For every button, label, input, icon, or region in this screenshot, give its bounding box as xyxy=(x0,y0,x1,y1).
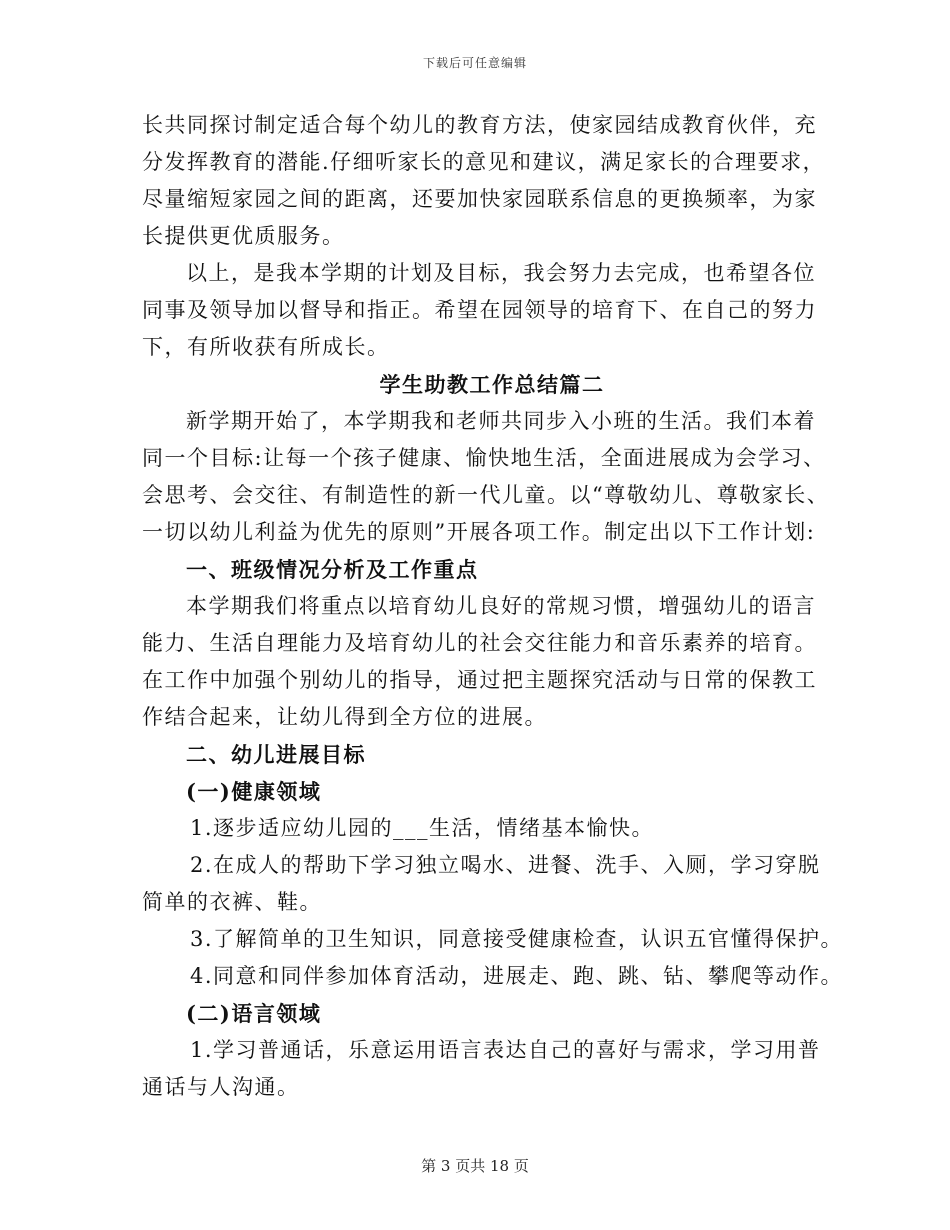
paragraph-line: 在工作中加强个别幼儿的指导，通过把主题探究活动与日常的保教工 xyxy=(142,668,817,692)
paragraph-line: 3.了解简单的卫生知识，同意接受健康检查，认识五官懂得保护。 xyxy=(190,927,844,951)
paragraph-line: 同事及领导加以督导和指正。希望在园领导的培育下、在自己的努力 xyxy=(142,298,817,322)
paragraph-line: 长共同探讨制定适合每个幼儿的教育方法，使家园结成教育伙伴，充 xyxy=(142,113,817,137)
paragraph-line: 本学期我们将重点以培育幼儿良好的常规习惯，增强幼儿的语言 xyxy=(186,594,816,618)
page-footer: 第 3 页共 18 页 xyxy=(421,1157,529,1175)
section-heading: (一)健康领域 xyxy=(186,779,322,804)
paragraph-line: 长提供更优质服务。 xyxy=(142,224,345,248)
section-title: 学生助教工作总结篇二 xyxy=(379,372,605,397)
paragraph-line: 通话与人沟通。 xyxy=(142,1075,300,1099)
paragraph-line: 尽量缩短家园之间的距离，还要加快家园联系信息的更换频率，为家 xyxy=(142,187,817,211)
paragraph-line: 会思考、会交往、有制造性的新一代儿童。以“尊敬幼儿、尊敬家长、 xyxy=(142,483,830,507)
paragraph-line: 2.在成人的帮助下学习独立喝水、进餐、洗手、入厕，学习穿脱 xyxy=(190,853,821,877)
paragraph-line: 简单的衣裤、鞋。 xyxy=(142,890,322,914)
document-body xyxy=(142,107,844,1106)
section-heading: (二)语言领域 xyxy=(186,1001,322,1026)
paragraph-line: 同一个目标:让每一个孩子健康、愉快地生活，全面进展成为会学习、 xyxy=(142,446,826,470)
paragraph-line: 分发挥教育的潜能.仔细听家长的意见和建议，满足家长的合理要求， xyxy=(142,150,826,174)
paragraph-line: 以上，是我本学期的计划及目标，我会努力去完成，也希望各位 xyxy=(186,261,816,285)
paragraph-line: 1.逐步适应幼儿园的___生活，情绪基本愉快。 xyxy=(190,816,655,840)
paragraph-line: 4.同意和同伴参加体育活动，进展走、跑、跳、钻、攀爬等动作。 xyxy=(190,964,844,988)
paragraph-line: 下，有所收获有所成长。 xyxy=(142,335,390,359)
paragraph-line: 1.学习普通话，乐意运用语言表达自己的喜好与需求，学习用普 xyxy=(190,1038,821,1062)
paragraph-line: 新学期开始了，本学期我和老师共同步入小班的生活。我们本着 xyxy=(186,409,816,433)
section-heading: 二、幼儿进展目标 xyxy=(186,742,366,767)
page-header: 下载后可任意编辑 xyxy=(422,56,527,70)
section-heading: 一、班级情况分析及工作重点 xyxy=(186,557,479,582)
paragraph-line: 作结合起来，让幼儿得到全方位的进展。 xyxy=(142,705,547,729)
paragraph-line: 一切以幼儿利益为优先的原则”开展各项工作。制定出以下工作计划: xyxy=(142,520,816,544)
paragraph-line: 能力、生活自理能力及培育幼儿的社会交往能力和音乐素养的培育。 xyxy=(142,631,817,655)
